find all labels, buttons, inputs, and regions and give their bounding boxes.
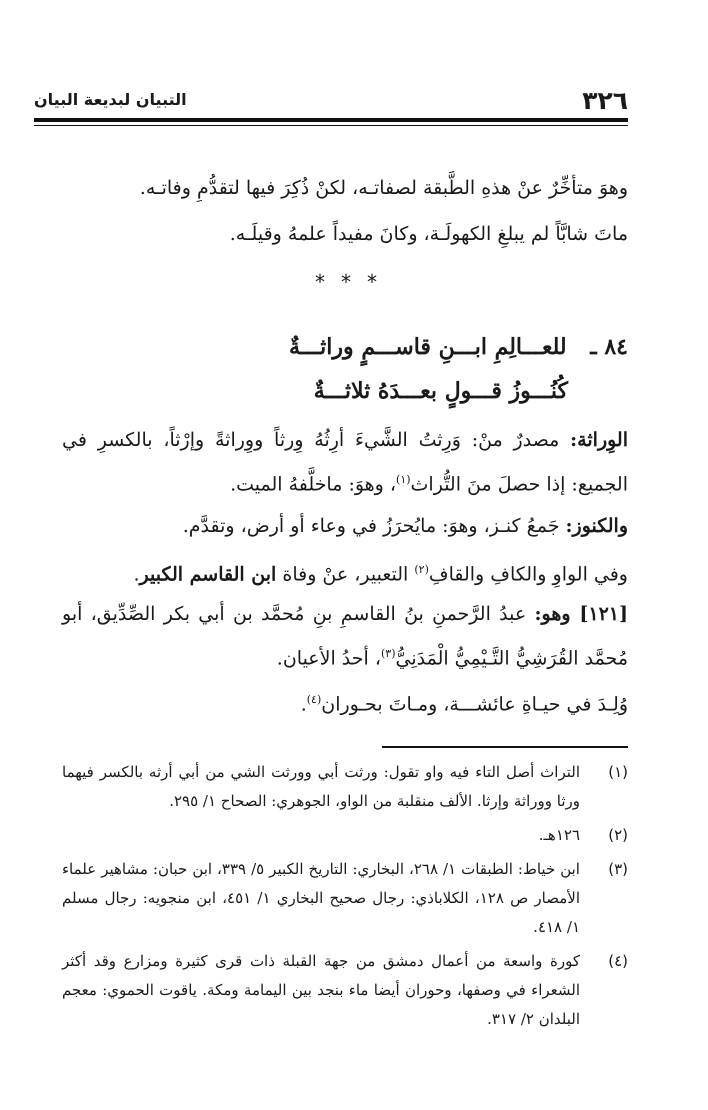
person-name: ابن القاسم الكبير (139, 563, 277, 586)
footnote-text: ١٢٦هـ. (538, 826, 580, 844)
footnote-item (62, 947, 628, 1034)
footnotes (62, 758, 628, 1039)
entry-number: ٨٤ ـ (590, 334, 628, 360)
paragraph-text: وُلِـدَ في حيـاةِ عائشـــة، ومـاتَ بحـوران (321, 693, 628, 716)
paragraph-text: ، أحدُ الأعيان. (276, 647, 381, 670)
running-title: التبيان لبديعة البيان (34, 90, 187, 109)
paragraph-text: ، وهوَ: ماخلَّفهُ الميت. (230, 473, 397, 496)
page-number: ٣٢٦ (582, 86, 628, 115)
footnote-mark: (١) (608, 763, 628, 781)
entry-subtitle: كُنُـــوزُ قـــولٍ بعـــدَهُ ثلاثـــةٌ (313, 378, 568, 404)
paragraph-text: وفي الواوِ والكافِ والقافِ (428, 563, 628, 586)
header-rule-thin (34, 125, 628, 126)
paragraph-biography (62, 594, 628, 678)
footnote-ref: (٤) (306, 693, 322, 706)
paragraph-text: . (133, 563, 140, 586)
footnote-mark: (٤) (608, 952, 628, 970)
footnote-item (62, 855, 628, 942)
paragraph-text: التعبير، عنْ وفاة (276, 563, 415, 586)
body-line-2: ماتَ شابَّاً لم يبلغِ الكهولَـة، وكانَ مفيداً علمهُ وقيلَـه. (229, 223, 628, 245)
term-label: والكنوز: (565, 515, 628, 537)
footnote-item (62, 758, 628, 816)
footnote-mark: (٢) (608, 826, 628, 844)
footnote-ref: (١) (396, 473, 411, 486)
paragraph-text: مصدرٌ منْ: وَرِثتُ الشَّيءَ أرِثُهُ وِرثاً ووِراثةً وإرْثاً، بالكسرِ في الجميع: إذا حصلَ منَ التُّراث (62, 429, 628, 496)
footnote-ref: (٢) (414, 563, 429, 576)
entry-heading (289, 334, 628, 360)
paragraph-birth (62, 680, 628, 724)
entry-label: [١٢١] وهو: (534, 603, 628, 625)
page-header (34, 86, 628, 114)
footnote-item (62, 821, 628, 850)
section-separator: *** (315, 270, 393, 294)
footnote-text: ابن خياط: الطبقات ١/ ٢٦٨، البخاري: التاريخ الكبير ٥/ ٣٣٩، ابن حبان: مشاهير علماء الأمصار ص ١٢٨، الكلاباذي: رجال صحيح البخاري ١/ ٤٥١، ابن منجويه: رجال مسلم ١/ ٤١٨. (62, 860, 580, 936)
header-rule-thick (34, 118, 628, 122)
body-line-1: وهوَ متأخِّرٌ عنْ هذهِ الطَّبقة لصفاتـه، لكنْ ذُكِرَ فيها لتقدُّمِ وفاتـه. (139, 177, 628, 199)
paragraph-treasures (62, 506, 628, 546)
paragraph-inheritance (62, 420, 628, 504)
paragraph-text: جَمعُ كنـز، وهوَ: مايُحرَزُ في وعاء أو أرض، وتقدَّم. (182, 515, 566, 537)
paragraph-text: عبدُ الرَّحمنِ بنُ القاسمِ بنِ مُحمَّد بن أبي بكر الصِّدِّيق، أبو مُحمَّد القُرَشِيُّ التَّـيْمِيُّ الْمَدَنِيُّ (62, 603, 628, 670)
entry-title: للعـــالِمِ ابـــنِ قاســـمٍ وراثـــةٌ (289, 334, 567, 360)
term-label: الوِراثة: (570, 429, 628, 451)
footnote-rule (382, 746, 628, 748)
footnote-ref: (٣) (380, 647, 396, 660)
footnote-text: التراث أصل التاء فيه واو تقول: ورثت أبي وورثت الشي من أبي أرثه بالكسر فيهما ورثا ووراثة وإرثا. الألف منقلبة من الواو، الجوهري: الصحاح ١/ ٢٩٥. (62, 763, 580, 810)
footnote-text: كورة واسعة من أعمال دمشق من جهة القبلة ذات قرى كثيرة ومزارع وقد أكثر الشعراء في وصفها، وحوران أيضا ماء بنجد بين اليمامة ومكة. ياقوت الحموي: معجم البلدان ٢/ ٣١٧. (62, 952, 580, 1028)
footnote-mark: (٣) (608, 860, 628, 878)
paragraph-text: . (300, 693, 307, 716)
paragraph-letters (62, 550, 628, 594)
